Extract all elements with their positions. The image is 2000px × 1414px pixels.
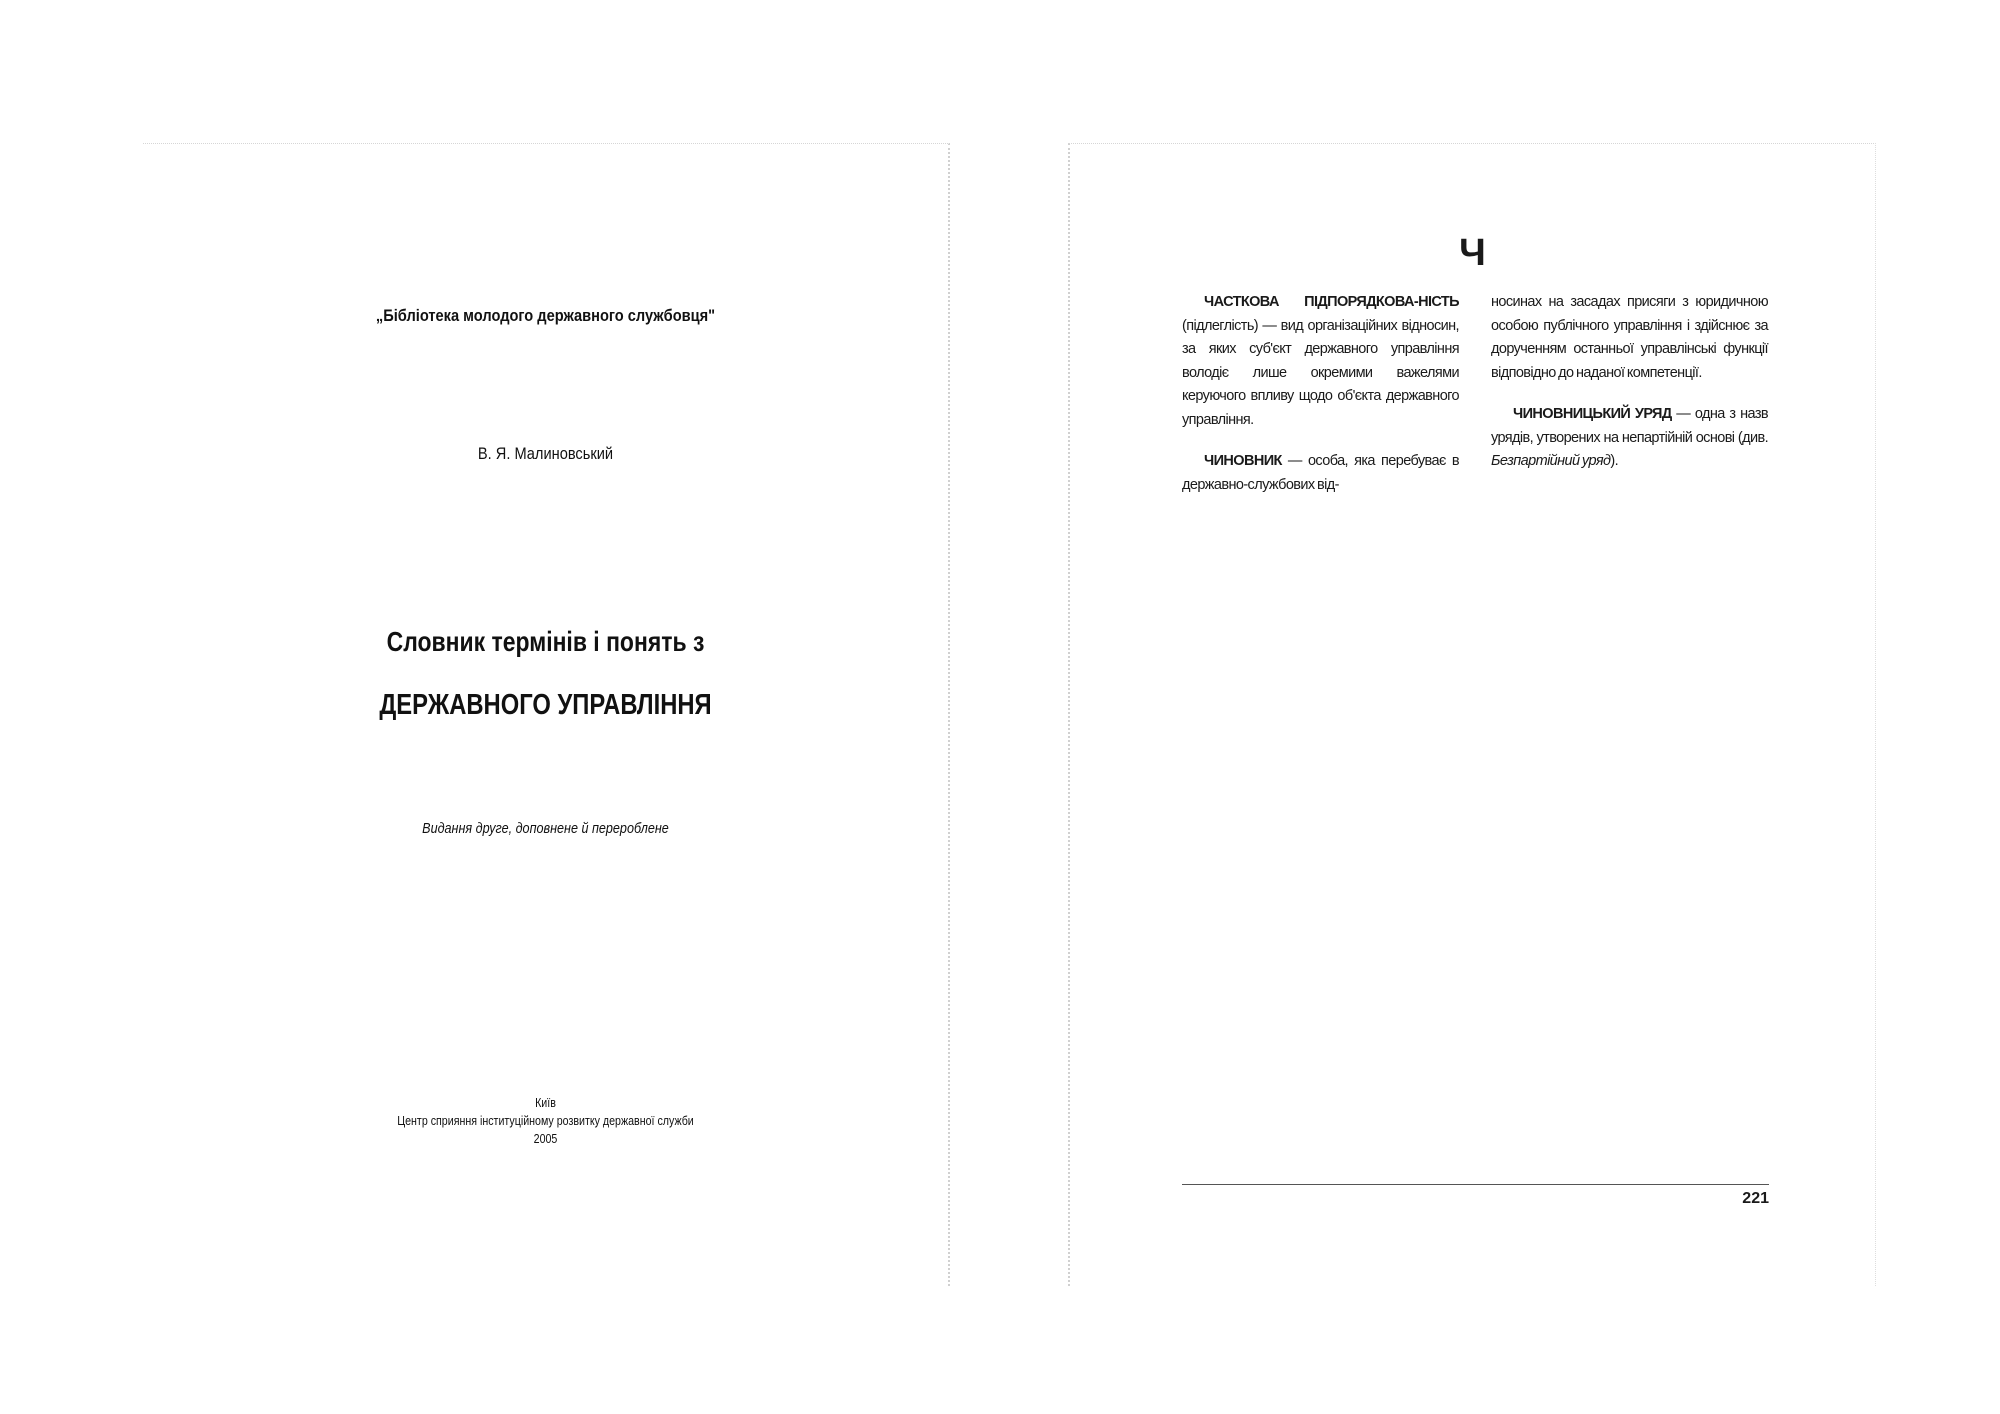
dictionary-page xyxy=(1068,143,1876,1286)
footer-rule xyxy=(1182,1184,1769,1185)
entry-definition-end: ). xyxy=(1610,453,1619,469)
section-letter: Ч xyxy=(1459,232,1486,274)
imprint-city: Київ xyxy=(535,1095,556,1110)
series-title: „Бібліотека молодого державного службовця" xyxy=(375,306,716,325)
imprint-publisher: Центр сприяння інституційному розвитку державної служби xyxy=(397,1113,694,1128)
entry-definition: — особа, яка перебуває в державно-службових від- xyxy=(1182,453,1459,493)
text-column-left xyxy=(1182,291,1459,515)
entry-see-reference: Безпартійний уряд xyxy=(1491,453,1611,469)
entry-definition: (підлеглість) — вид організаційних відносин, за яких суб'єкт державного управління володіє лише окремими важелями керуючого впливу щодо об'єкта державного управління. xyxy=(1182,317,1459,428)
entry-term: ЧИНОВНИК xyxy=(1204,453,1282,469)
book-title-line-1: Словник термінів і понять з xyxy=(386,626,705,657)
entry-term: ЧАСТКОВА ПІДПОРЯДКОВА-НІСТЬ xyxy=(1204,294,1459,310)
dictionary-entry xyxy=(1182,291,1459,432)
dictionary-entry xyxy=(1491,403,1768,474)
imprint xyxy=(143,1094,948,1148)
page-number: 221 xyxy=(1742,1190,1769,1207)
author-name: В. Я. Малиновський xyxy=(477,444,614,463)
dictionary-entry-continuation: носинах на засадах присяги з юридичною особою публічного управління і здійснює за дорученням останньої управлінські функції відповідно до наданої компетенції. xyxy=(1491,294,1768,381)
book-title-line-2: ДЕРЖАВНОГО УПРАВЛІННЯ xyxy=(379,689,712,721)
imprint-year: 2005 xyxy=(533,1131,558,1146)
entry-definition: — одна з назв урядів, утворених на непартійній основі (див. xyxy=(1491,406,1768,446)
text-column-right xyxy=(1491,291,1768,492)
entry-term: ЧИНОВНИЦЬКИЙ УРЯД xyxy=(1513,406,1672,422)
dictionary-entry xyxy=(1182,450,1459,497)
title-page xyxy=(143,143,950,1286)
edition-note: Видання друге, доповнене й перероблене xyxy=(422,820,669,837)
